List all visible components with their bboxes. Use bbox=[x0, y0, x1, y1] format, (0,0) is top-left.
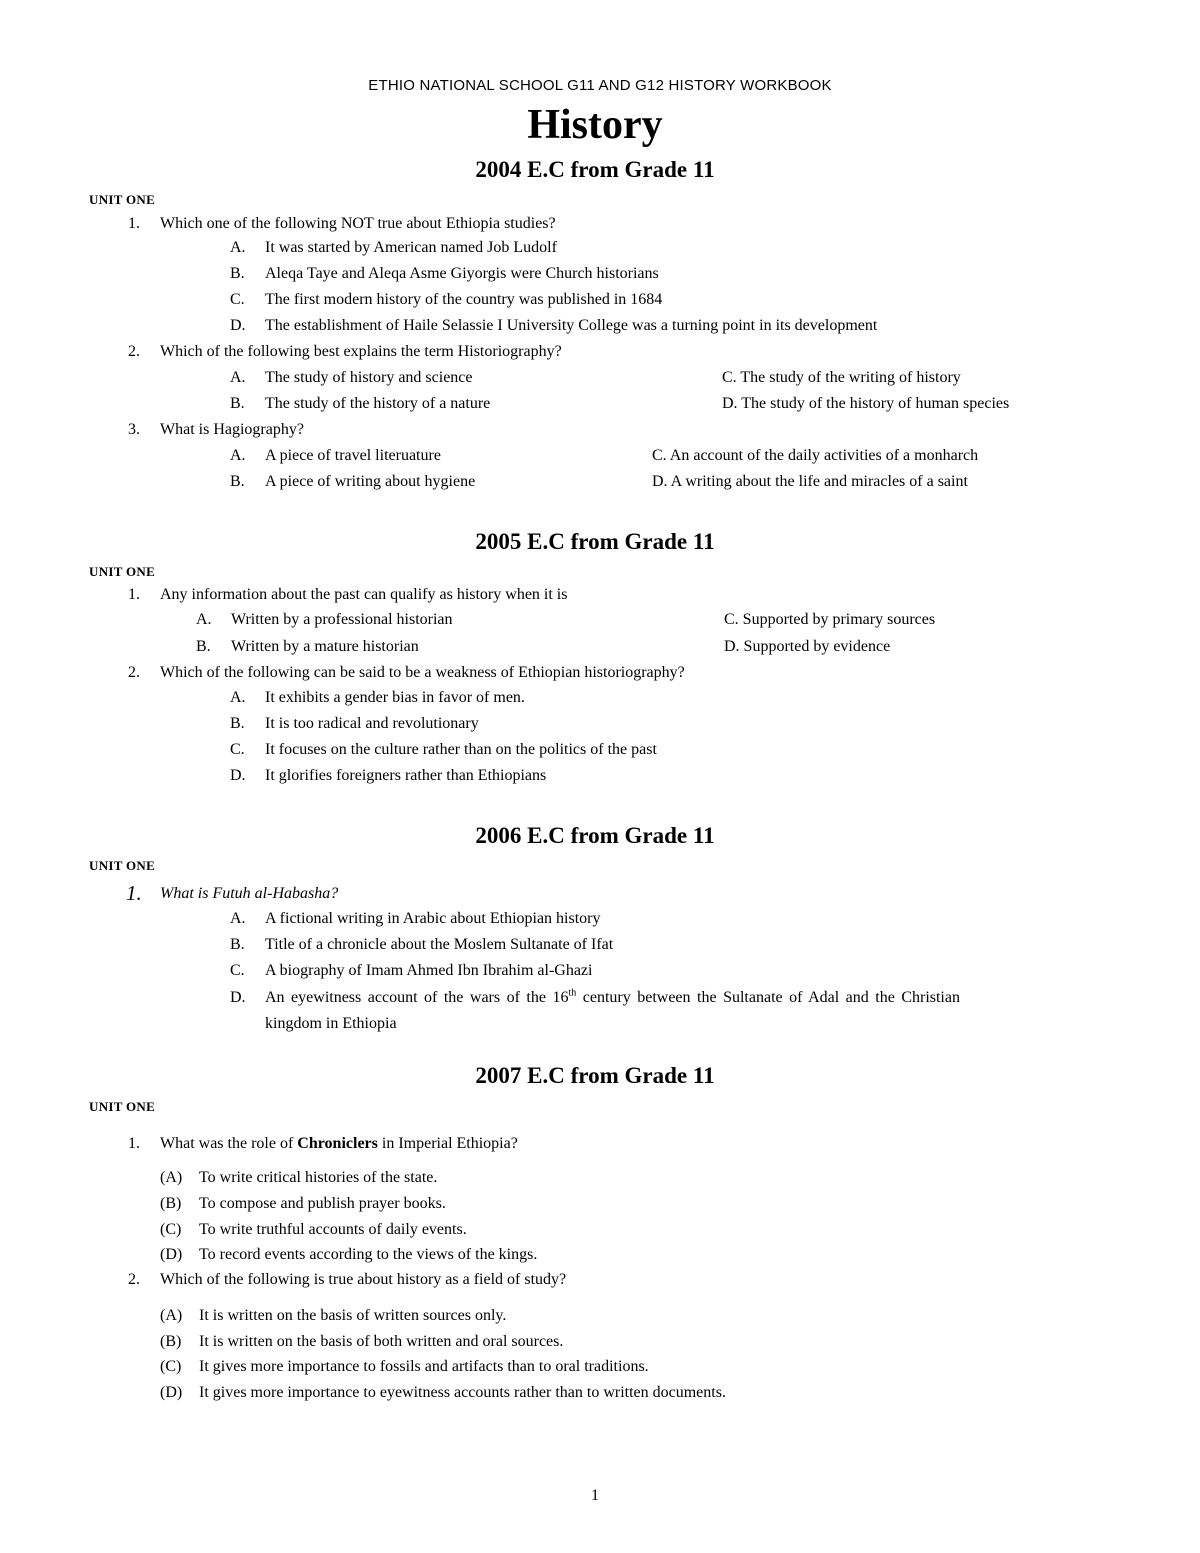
option-text: C. The study of the writing of history bbox=[722, 369, 961, 386]
option-label: C. bbox=[230, 741, 245, 758]
section-heading-2004: 2004 E.C from Grade 11 bbox=[475, 157, 715, 182]
page-number: 1 bbox=[591, 1487, 599, 1504]
question-number: 2. bbox=[128, 1271, 140, 1288]
section-heading-2007: 2007 E.C from Grade 11 bbox=[475, 1063, 715, 1088]
question-text: Which one of the following NOT true about Ethiopia studies? bbox=[160, 215, 556, 232]
option-text: It is too radical and revolutionary bbox=[265, 715, 479, 732]
question-number: 2. bbox=[128, 664, 140, 681]
option-label: (D) bbox=[160, 1384, 183, 1401]
option-text: It was started by American named Job Ludolf bbox=[265, 239, 557, 256]
superscript: th bbox=[568, 987, 577, 999]
option-label: (B) bbox=[160, 1195, 182, 1212]
option-text-continued: kingdom in Ethiopia bbox=[265, 1015, 397, 1032]
option-label: B. bbox=[230, 265, 245, 282]
option-text: A fictional writing in Arabic about Ethiopian history bbox=[265, 910, 601, 927]
option-text: The study of the history of a nature bbox=[265, 395, 491, 412]
option-label: D. bbox=[230, 317, 246, 334]
question-number: 3. bbox=[128, 421, 140, 438]
option-label: A. bbox=[230, 369, 246, 386]
option-label: B. bbox=[230, 473, 245, 490]
option-label: (D) bbox=[160, 1246, 183, 1263]
section-heading-2005: 2005 E.C from Grade 11 bbox=[475, 529, 715, 554]
option-label: B. bbox=[230, 395, 245, 412]
option-label: B. bbox=[230, 936, 245, 953]
option-text-part: An eyewitness account of the wars of the 16 bbox=[265, 989, 569, 1006]
option-text: It glorifies foreigners rather than Ethiopians bbox=[265, 767, 547, 784]
option-text: D. The study of the history of human species bbox=[722, 395, 1010, 412]
question-text: Which of the following is true about history as a field of study? bbox=[160, 1271, 567, 1288]
question-text: Which of the following can be said to be a weakness of Ethiopian historiography? bbox=[160, 664, 685, 681]
section-heading-2006: 2006 E.C from Grade 11 bbox=[475, 823, 715, 848]
option-text: The establishment of Haile Selassie I University College was a turning point in its development bbox=[265, 317, 878, 334]
option-label: C. bbox=[230, 291, 245, 308]
option-label: A. bbox=[196, 611, 212, 628]
option-text: It is written on the basis of both written and oral sources. bbox=[199, 1333, 564, 1350]
question-text-bold: Chroniclers bbox=[297, 1135, 378, 1152]
option-label: D. bbox=[230, 767, 246, 784]
option-label: A. bbox=[230, 689, 246, 706]
option-label: (A) bbox=[160, 1307, 183, 1324]
option-label: A. bbox=[230, 239, 246, 256]
option-text: It focuses on the culture rather than on the politics of the past bbox=[265, 741, 657, 758]
question-number: 1. bbox=[128, 215, 140, 232]
option-label: B. bbox=[230, 715, 245, 732]
option-text: It gives more importance to fossils and artifacts than to oral traditions. bbox=[199, 1358, 649, 1375]
option-text-part: century between the Sultanate of Adal and the Christian bbox=[576, 989, 960, 1006]
option-text: To record events according to the views of the kings. bbox=[199, 1246, 538, 1263]
option-label: D. bbox=[230, 989, 246, 1006]
option-label: (C) bbox=[160, 1358, 182, 1375]
option-text: D. A writing about the life and miracles of a saint bbox=[652, 473, 968, 490]
question-text bbox=[160, 1134, 518, 1154]
option-label: A. bbox=[230, 910, 246, 927]
option-text: A piece of writing about hygiene bbox=[265, 473, 476, 490]
document-header: ETHIO NATIONAL SCHOOL G11 AND G12 HISTORY WORKBOOK bbox=[368, 77, 832, 94]
option-text: Written by a mature historian bbox=[231, 638, 419, 655]
question-number: 1. bbox=[128, 586, 140, 603]
unit-label: UNIT ONE bbox=[89, 858, 156, 873]
option-text: D. Supported by evidence bbox=[724, 638, 891, 655]
unit-label: UNIT ONE bbox=[89, 192, 156, 207]
option-text: To compose and publish prayer books. bbox=[199, 1195, 446, 1212]
question-text-part: What was the role of bbox=[160, 1135, 298, 1152]
option-text: To write critical histories of the state. bbox=[199, 1169, 438, 1186]
option-text: The first modern history of the country was published in 1684 bbox=[265, 291, 663, 308]
option-text bbox=[265, 988, 1103, 1008]
option-text: A piece of travel literuature bbox=[265, 447, 441, 464]
question-text: What is Futuh al-Habasha? bbox=[160, 885, 339, 902]
page-title: History bbox=[527, 102, 663, 148]
option-label: B. bbox=[196, 638, 211, 655]
option-label: C. bbox=[230, 962, 245, 979]
option-label: (C) bbox=[160, 1221, 182, 1238]
option-text: Aleqa Taye and Aleqa Asme Giyorgis were Church historians bbox=[265, 265, 659, 282]
option-label: (A) bbox=[160, 1169, 183, 1186]
option-label: A. bbox=[230, 447, 246, 464]
question-number: 1. bbox=[126, 881, 142, 905]
option-text: C. An account of the daily activities of a monharch bbox=[652, 447, 979, 464]
unit-label: UNIT ONE bbox=[89, 564, 156, 579]
question-text: Any information about the past can qualify as history when it is bbox=[160, 586, 568, 603]
option-text: It is written on the basis of written sources only. bbox=[199, 1307, 507, 1324]
question-number: 1. bbox=[128, 1135, 140, 1152]
option-label: (B) bbox=[160, 1333, 182, 1350]
option-text: It gives more importance to eyewitness accounts rather than to written documents. bbox=[199, 1384, 726, 1401]
question-text: What is Hagiography? bbox=[160, 421, 304, 438]
option-text: C. Supported by primary sources bbox=[724, 611, 936, 628]
question-text: Which of the following best explains the term Historiography? bbox=[160, 343, 562, 360]
question-number: 2. bbox=[128, 343, 140, 360]
question-text-part: in Imperial Ethiopia? bbox=[377, 1135, 518, 1152]
option-text: Written by a professional historian bbox=[231, 611, 453, 628]
option-text: The study of history and science bbox=[265, 369, 473, 386]
unit-label: UNIT ONE bbox=[89, 1099, 156, 1114]
option-text: To write truthful accounts of daily events. bbox=[199, 1221, 467, 1238]
option-text: A biography of Imam Ahmed Ibn Ibrahim al-Ghazi bbox=[265, 962, 593, 979]
option-text: It exhibits a gender bias in favor of men. bbox=[265, 689, 525, 706]
option-text: Title of a chronicle about the Moslem Sultanate of Ifat bbox=[265, 936, 614, 953]
